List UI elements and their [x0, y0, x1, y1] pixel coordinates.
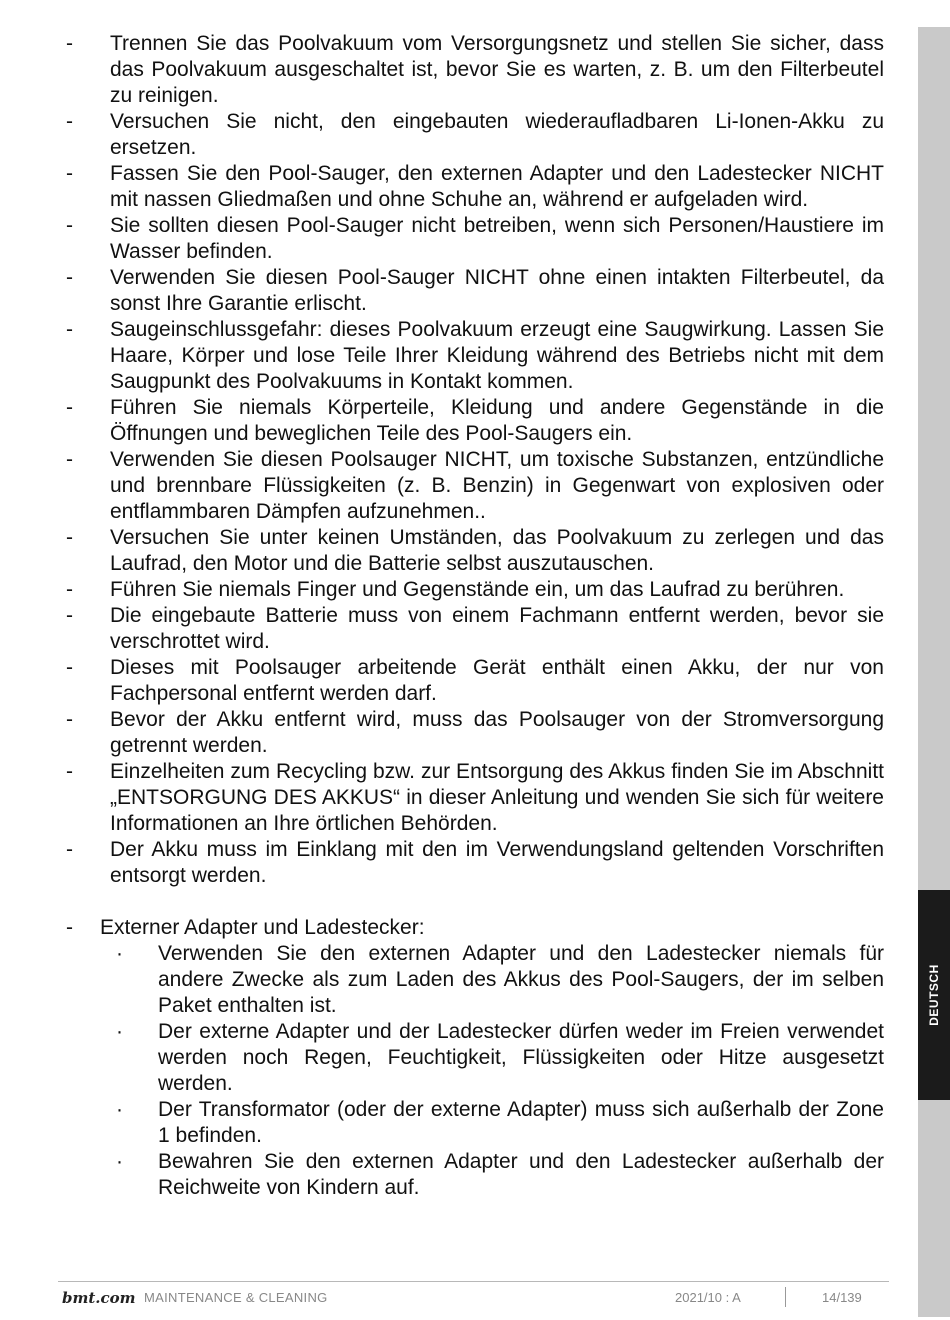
- dash-marker: -: [66, 916, 73, 939]
- footer-separator: [785, 1287, 786, 1307]
- bullet-item-text: Verwenden Sie den externen Adapter und den Ladestecker niemals für andere Zwecke als zum Laden des Akkus des Pool-Saugers, der im selben Paket enthalten ist.: [158, 942, 884, 1017]
- dash-marker: -: [66, 578, 73, 601]
- side-margin-bar: [918, 27, 950, 1317]
- dash-marker: -: [66, 214, 73, 237]
- dash-marker: -: [66, 760, 73, 783]
- list-item: [66, 603, 884, 655]
- list-item: [66, 655, 884, 707]
- list-item: [66, 265, 884, 317]
- list-item: [66, 707, 884, 759]
- list-item: [66, 317, 884, 395]
- list-item-text: Die eingebaute Batterie muss von einem Fachmann entfernt werden, bevor sie verschrottet wird.: [110, 604, 884, 653]
- list-item: [66, 525, 884, 577]
- bullet-item: [114, 1097, 884, 1149]
- list-item: [66, 577, 884, 603]
- list-item-text: Verwenden Sie diesen Poolsauger NICHT, um toxische Substanzen, entzündliche und brennbare Flüssigkeiten (z. B. Benzin) in Gegenwart von explosiven oder entflammbaren Dämpfen aufzunehmen..: [110, 448, 884, 523]
- list-item: [66, 447, 884, 525]
- dash-marker: -: [66, 396, 73, 419]
- bullet-item: [114, 1149, 884, 1201]
- spacer: [66, 889, 884, 915]
- bullet-marker: ·: [116, 942, 123, 965]
- dash-marker: -: [66, 838, 73, 861]
- list-item-text: Versuchen Sie nicht, den eingebauten wiederaufladbaren Li-Ionen-Akku zu ersetzen.: [110, 110, 884, 159]
- footer-revision: 2021/10 : A: [675, 1290, 741, 1305]
- adapter-bullet-list: [114, 941, 884, 1201]
- footer-page-number: 14/139: [822, 1290, 862, 1305]
- list-item: [66, 213, 884, 265]
- bullet-marker: ·: [116, 1098, 123, 1121]
- adapter-section-heading: [66, 915, 884, 941]
- list-item-text: Saugeinschlussgefahr: dieses Poolvakuum erzeugt eine Saugwirkung. Lassen Sie Haare, Körper und lose Teile Ihrer Kleidung während des Betriebs nicht mit dem Saugpunkt des Poolvakuums in Kontakt kommen.: [110, 318, 884, 393]
- dash-marker: -: [66, 32, 73, 55]
- adapter-heading-text: Externer Adapter und Ladestecker:: [100, 916, 425, 939]
- bullet-marker: ·: [116, 1150, 123, 1173]
- bullet-item: [114, 1019, 884, 1097]
- list-item-text: Dieses mit Poolsauger arbeitende Gerät enthält einen Akku, der nur von Fachpersonal entfernt werden darf.: [110, 656, 884, 705]
- list-item: [66, 395, 884, 447]
- dash-marker: -: [66, 604, 73, 627]
- bullet-item-text: Der externe Adapter und der Ladestecker dürfen weder im Freien verwendet werden noch Regen, Feuchtigkeit, Flüssigkeiten oder Hitze ausgesetzt werden.: [158, 1020, 884, 1095]
- list-item-text: Führen Sie niemals Finger und Gegenstände ein, um das Laufrad zu berühren.: [110, 578, 845, 601]
- bullet-item: [114, 941, 884, 1019]
- bullet-item-text: Der Transformator (oder der externe Adapter) muss sich außerhalb der Zone 1 befinden.: [158, 1098, 884, 1147]
- language-tab-label: DEUTSCH: [927, 964, 941, 1026]
- footer-divider: [58, 1281, 889, 1282]
- dash-marker: -: [66, 318, 73, 341]
- list-item-text: Führen Sie niemals Körperteile, Kleidung und andere Gegenstände in die Öffnungen und beweglichen Teile des Pool-Saugers ein.: [110, 396, 884, 445]
- dash-marker: -: [66, 162, 73, 185]
- language-tab: [918, 890, 950, 1100]
- dash-marker: -: [66, 448, 73, 471]
- list-item-text: Einzelheiten zum Recycling bzw. zur Entsorgung des Akkus finden Sie im Abschnitt „ENTSORGUNG DES AKKUS“ in dieser Anleitung und wenden Sie sich für weitere Informationen an Ihre örtlichen Behörden.: [110, 760, 884, 835]
- list-item: [66, 31, 884, 109]
- list-item-text: Verwenden Sie diesen Pool-Sauger NICHT ohne einen intakten Filterbeutel, da sonst Ihre Garantie erlischt.: [110, 266, 884, 315]
- list-item: [66, 109, 884, 161]
- footer-section-title: MAINTENANCE & CLEANING: [144, 1290, 328, 1305]
- dash-marker: -: [66, 110, 73, 133]
- bullet-marker: ·: [116, 1020, 123, 1043]
- dash-marker: -: [66, 266, 73, 289]
- list-item-text: Trennen Sie das Poolvakuum vom Versorgungsnetz und stellen Sie sicher, dass das Poolvakuum ausgeschaltet ist, bevor Sie es warten, z. B. um den Filterbeutel zu reinigen.: [110, 32, 884, 107]
- footer-logo: bmt.com: [62, 1289, 136, 1307]
- list-item-text: Versuchen Sie unter keinen Umständen, das Poolvakuum zu zerlegen und das Laufrad, den Motor und die Batterie selbst auszutauschen.: [110, 526, 884, 575]
- list-item-text: Sie sollten diesen Pool-Sauger nicht betreiben, wenn sich Personen/Haustiere im Wasser befinden.: [110, 214, 884, 263]
- dash-marker: -: [66, 526, 73, 549]
- dash-marker: -: [66, 708, 73, 731]
- list-item-text: Fassen Sie den Pool-Sauger, den externen Adapter und den Ladestecker NICHT mit nassen Gliedmaßen und ohne Schuhe an, während er aufgeladen wird.: [110, 162, 884, 211]
- list-item: [66, 161, 884, 213]
- list-item-text: Der Akku muss im Einklang mit den im Verwendungsland geltenden Vorschriften entsorgt werden.: [110, 838, 884, 887]
- dash-marker: -: [66, 656, 73, 679]
- bullet-item-text: Bewahren Sie den externen Adapter und den Ladestecker außerhalb der Reichweite von Kindern auf.: [158, 1150, 884, 1199]
- list-item-text: Bevor der Akku entfernt wird, muss das Poolsauger von der Stromversorgung getrennt werden.: [110, 708, 884, 757]
- list-item: [66, 759, 884, 837]
- safety-instructions: [66, 31, 884, 1201]
- list-item: [66, 837, 884, 889]
